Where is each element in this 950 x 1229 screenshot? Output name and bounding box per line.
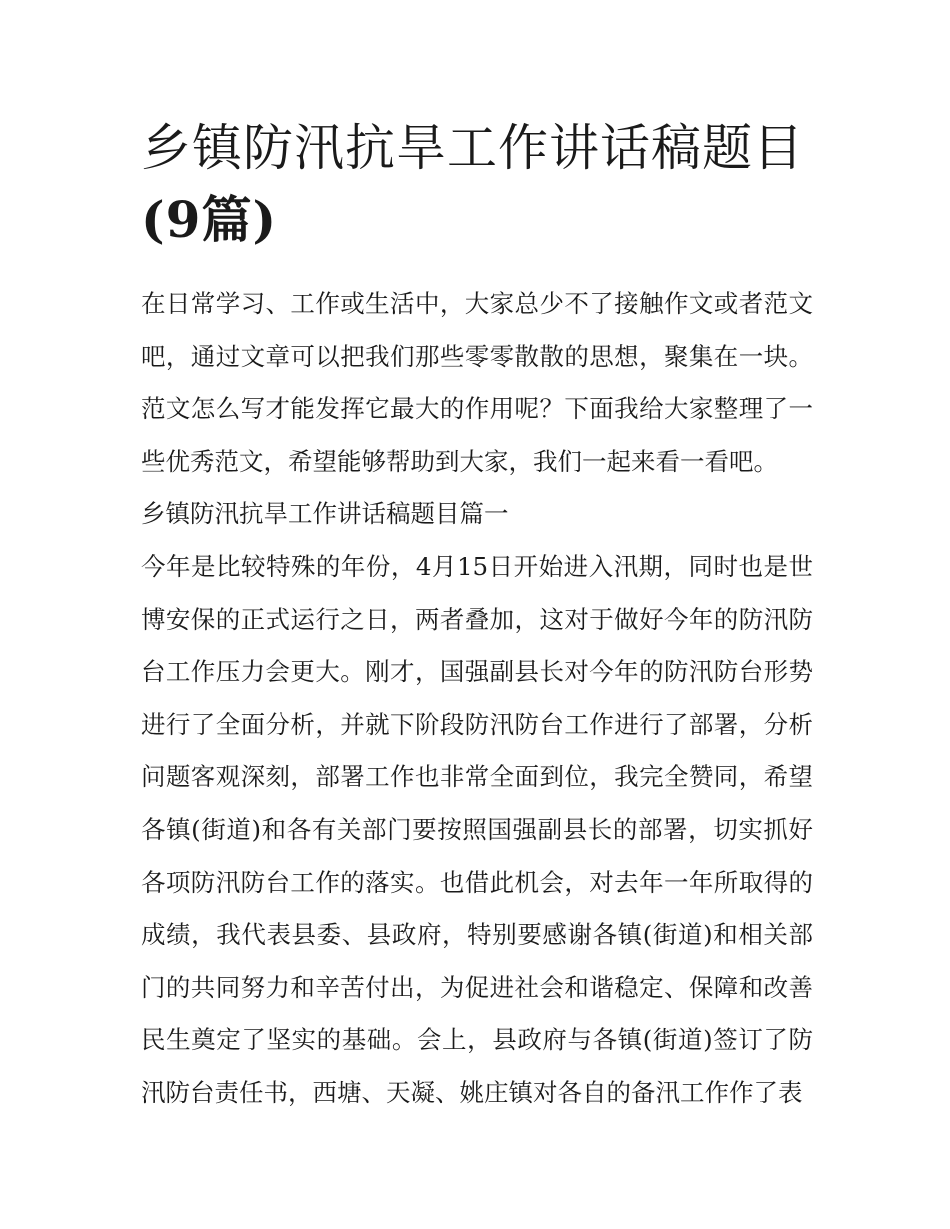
intro-paragraph: 在日常学习、工作或生活中，大家总少不了接触作文或者范文吧，通过文章可以把我们那些零零散散的思想，聚集在一块。范文怎么写才能发挥它最大的作用呢？下面我给大家整理了一些优秀范文，希望能够帮助到大家，我们一起来看一看吧。 xyxy=(141,289,813,476)
document-body xyxy=(141,278,813,1120)
document-title-count: (9篇) xyxy=(141,190,278,249)
document-title-main: 乡镇防汛抗旱工作讲话稿题目 xyxy=(141,119,804,177)
section-paragraph: 今年是比较特殊的年份，4月15日开始进入汛期，同时也是世博安保的正式运行之日，两者叠加，这对于做好今年的防汛防台工作压力会更大。刚才，国强副县长对今年的防汛防台形势进行了全面分析，并就下阶段防汛防台工作进行了部署，分析问题客观深刻，部署工作也非常全面到位，我完全赞同，希望各镇(街道)和各有关部门要按照国强副县长的部署，切实抓好各项防汛防台工作的落实。也借此机会，对去年一年所取得的成绩，我代表县委、县政府，特别要感谢各镇(街道)和相关部门的共同努力和辛苦付出，为促进社会和谐稳定、保障和改善民生奠定了坚实的基础。会上，县政府与各镇(街道)签订了防汛防台责任书，西塘、天凝、姚庄镇对各自的备汛工作作了表 xyxy=(141,551,813,1107)
document-title xyxy=(141,112,821,256)
section-heading: 乡镇防汛抗旱工作讲话稿题目篇一 xyxy=(141,499,509,529)
